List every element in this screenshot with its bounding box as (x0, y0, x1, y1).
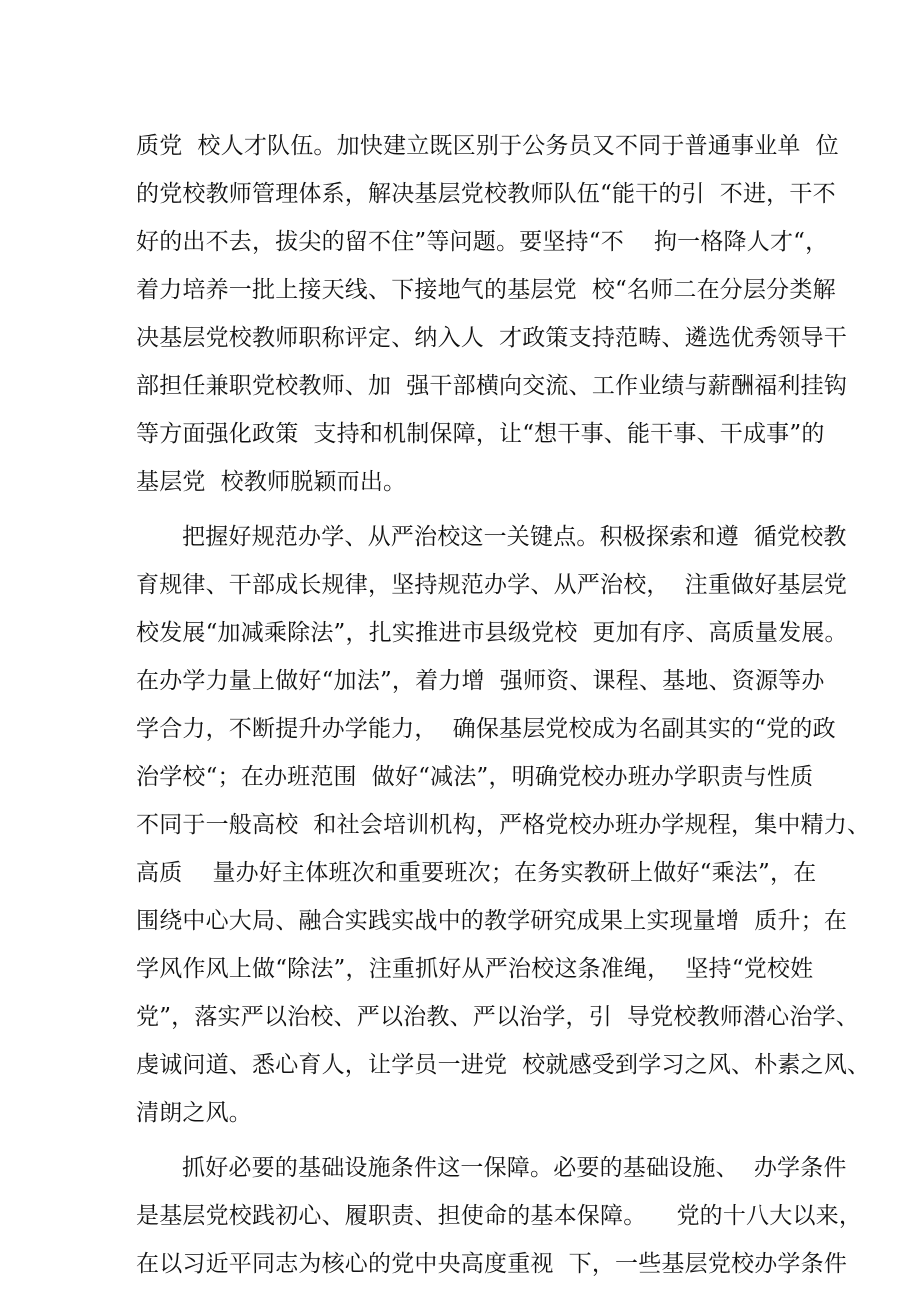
text-line: 不同于一般高校 和社会培训机构，严格党校办班办学规程，集中精力、 (136, 812, 871, 838)
document-body (136, 122, 871, 1288)
text-line: 治学校“；在办班范围 做好“减法”，明确党校办班办学职责与性质 (136, 764, 814, 790)
text-line: 虔诚问道、悉心育人，让学员一进党 校就感受到学习之风、朴素之风、 (136, 1052, 871, 1078)
text-line: 部担任兼职党校教师、加 强干部横向交流、工作业绩与薪酬福利挂钩 (136, 373, 848, 399)
text-line: 把握好规范办学、从严治校这一关键点。积极探索和遵 循党校教 (182, 524, 847, 550)
paragraph-gap (136, 506, 796, 513)
text-line: 着力培养一批上接天线、下接地气的基层党 校“名师二在分层分类解 (136, 277, 836, 303)
text-line: 抓好必要的基础设施条件这一保障。必要的基础设施、 办学条件 (182, 1155, 847, 1181)
text-line: 在办学力量上做好“加法”，着力增 强师资、课程、基地、资源等办 (136, 668, 825, 694)
text-line: 高质 量办好主体班次和重要班次；在务实教研上做好“乘法”，在 (136, 860, 817, 886)
text-line: 校发展“加减乘除法”，扎实推进市县级党校 更加有序、高质量发展。 (136, 620, 848, 646)
paragraph-gap (136, 1137, 796, 1144)
text-line: 在以习近平同志为核心的党中央高度重视 下，一些基层党校办学条件 (136, 1251, 848, 1277)
text-line: 基层党 校教师脱颖而出。 (136, 469, 407, 495)
paragraph-3 (136, 1144, 863, 1288)
paragraph-1 (136, 122, 848, 506)
text-line: 清朗之风。 (136, 1100, 252, 1126)
text-line: 等方面强化政策 支持和机制保障，让“想干事、能干事、干成事”的 (136, 421, 825, 447)
text-line: 学合力，不断提升办学能力， 确保基层党校成为名副其实的“党的政 (136, 716, 836, 742)
text-line: 的党校教师管理体系，解决基层党校教师队伍“能干的引 不进，干不 (136, 181, 836, 207)
text-line: 是基层党校践初心、履职责、担使命的基本保障。 党的十八大以来， (136, 1203, 863, 1229)
text-line: 学风作风上做“除法”，注重抓好从严治校这条准绳， 坚持“党校姓 (136, 956, 814, 982)
text-line: 育规律、干部成长规律，坚持规范办学、从严治校， 注重做好基层党 (136, 572, 848, 598)
paragraph-2 (136, 513, 871, 1137)
text-line: 好的出不去，拔尖的留不住”等问题。要坚持“不 拘一格降人才“， (136, 229, 829, 255)
text-line: 围绕中心大局、融合实践实战中的教学研究成果上实现量增 质升；在 (136, 908, 848, 934)
text-line: 决基层党校教师职称评定、纳入人 才政策支持范畴、遴选优秀领导干 (136, 325, 848, 351)
text-line: 质党 校人才队伍。加快建立既区别于公务员又不同于普通事业单 位 (136, 133, 839, 159)
text-line: 党”，落实严以治校、严以治教、严以治学，引 导党校教师潜心治学、 (136, 1004, 859, 1030)
